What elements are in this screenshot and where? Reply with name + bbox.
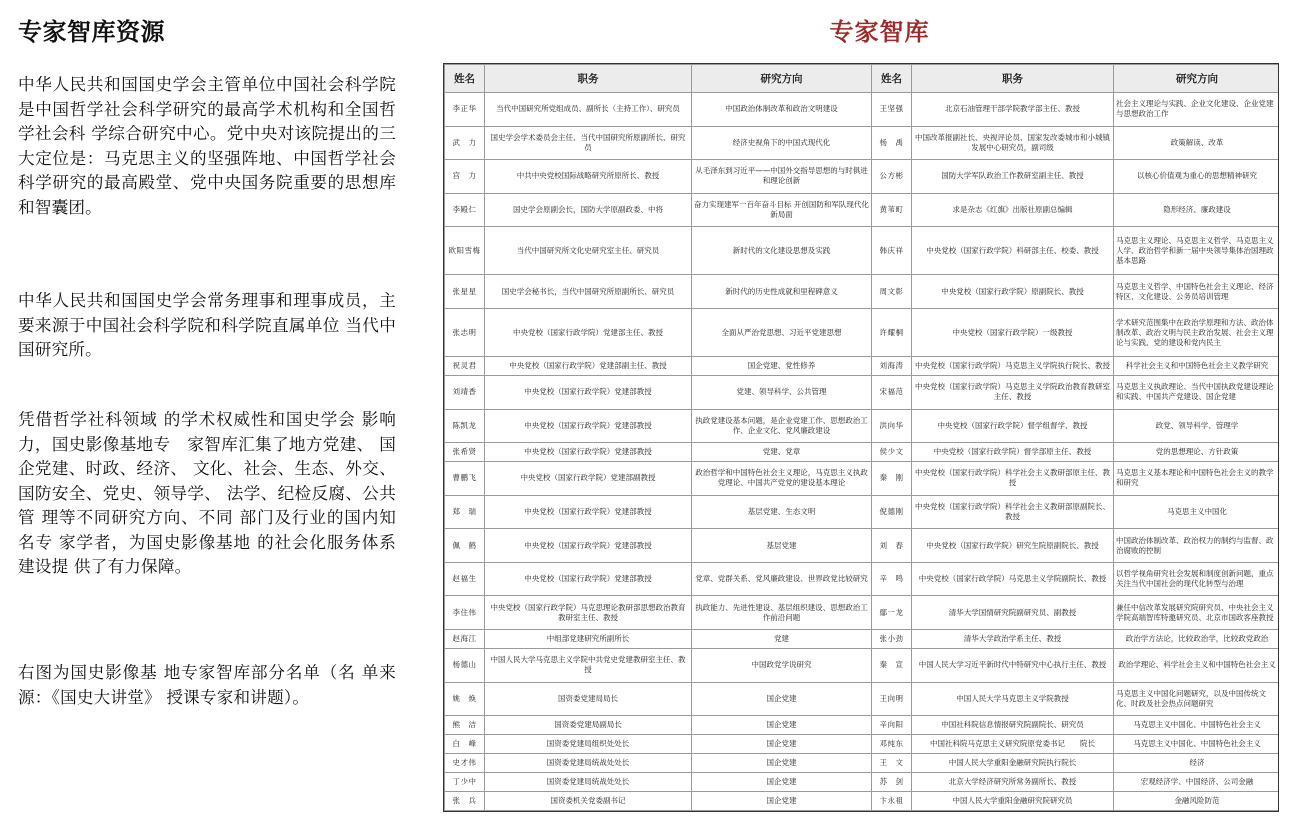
expert-position-right: 中央党校（国家行政学院）科学社会主义教研部原主任、教授	[912, 462, 1114, 496]
expert-position-right: 中央党校（国家行政学院）督学部原主任、教授	[912, 443, 1114, 462]
expert-research-right: 金融风险防范	[1114, 791, 1280, 810]
expert-position-right: 求是杂志《红旗》出版社原副总编辑	[912, 193, 1114, 227]
expert-name-left: 张志明	[445, 308, 485, 356]
expert-research-left: 国企党建	[692, 791, 872, 810]
expert-research-left: 党章、党群关系、党风廉政建设、世界政党比较研究	[692, 562, 872, 596]
expert-position-right: 中央党校（国家行政学院）科研部主任、校委、教授	[912, 227, 1114, 275]
expert-research-left: 国企党建、党性修养	[692, 357, 872, 376]
expert-research-right: 政治学理论、科学社会主义和中国特色社会主义	[1114, 648, 1280, 682]
expert-name-right: 辛向阳	[872, 716, 912, 735]
expert-research-right: 政策解读、改革	[1114, 126, 1280, 160]
expert-position-left: 中央党校（国家行政学院）党建部副教授	[485, 462, 692, 496]
expert-position-left: 国资委党建局局长	[485, 682, 692, 716]
expert-position-right: 中央党校（国家行政学院）马克思主义学院副院长、教授	[912, 562, 1114, 596]
expert-name-left: 张希贤	[445, 443, 485, 462]
expert-table	[444, 64, 1279, 811]
expert-position-left: 国史学会秘书长，当代中国研究所原副所长、研究员	[485, 275, 692, 309]
table-row	[445, 791, 1280, 810]
expert-position-right: 中国人民大学重阳金融研究院研究员	[912, 791, 1114, 810]
expert-name-right: 倪德刚	[872, 495, 912, 529]
expert-research-left: 奋力实现建军一百年奋斗目标 开创国防和军队现代化新局面	[692, 193, 872, 227]
expert-research-right: 经济	[1114, 754, 1280, 773]
expert-research-left: 国企党建	[692, 754, 872, 773]
expert-research-left: 全面从严治党思想、习近平党建思想	[692, 308, 872, 356]
expert-position-right: 清华大学国情研究院副研究员、副教授	[912, 596, 1114, 630]
expert-position-right: 中央党校（国家行政学院）马克思主义学院政治教育教研室主任、教授	[912, 376, 1114, 410]
expert-position-left: 当代中国研究所党组成员、副所长（主持工作）、研究员	[485, 93, 692, 127]
expert-position-left: 中央党校（国家行政学院）党建部教授	[485, 495, 692, 529]
header-position-left: 职务	[485, 65, 692, 93]
expert-name-left: 姚 焕	[445, 682, 485, 716]
table-row	[445, 357, 1280, 376]
expert-position-right: 中央党校（国家行政学院）督学组督学、教授	[912, 409, 1114, 443]
expert-name-right: 黄苇町	[872, 193, 912, 227]
expert-research-right: 宏观经济学、中国经济、公司金融	[1114, 773, 1280, 792]
expert-position-right: 中国社科院马克思主义研究院原党委书记 院长	[912, 735, 1114, 754]
table-row	[445, 648, 1280, 682]
expert-name-right: 宋福范	[872, 376, 912, 410]
expert-name-right: 许耀桐	[872, 308, 912, 356]
expert-position-left: 国史学会学术委员会主任、当代中国研究所原副所长、研究员	[485, 126, 692, 160]
expert-position-right: 中央党校（国家行政学院）马克思主义学院执行院长、教授	[912, 357, 1114, 376]
table-row	[445, 495, 1280, 529]
expert-research-right: 马克思主义中国化	[1114, 495, 1280, 529]
table-title: 专家智库	[829, 18, 930, 46]
table-row	[445, 735, 1280, 754]
expert-position-left: 中央党校（国家行政学院）马克思理论教研部思想政治教育教研室主任、教授	[485, 596, 692, 630]
expert-research-left: 经济史视角下的中国式现代化	[692, 126, 872, 160]
expert-name-left: 李殿仁	[445, 193, 485, 227]
expert-research-right: 兼任中信改革发展研究院研究员、中央社会主义学院高端智库特邀研究员、北京市国政客座教授	[1114, 596, 1280, 630]
expert-position-left: 中央党校（国家行政学院）党建部教授	[485, 409, 692, 443]
intro-paragraph-institute: 中华人民共和国国史学会主管单位中国社会科学院是中国哲学社会科学研究的最高学术机构和全国哲学社会科 学综合研究中心。党中央对该院提出的三大定位是：马克思主义的坚强阵地、中国哲学社会科学研究的最高殿堂、党中央国务院重要的思想库和智囊团。	[18, 75, 396, 217]
expert-table-body	[445, 93, 1280, 811]
expert-position-right: 中国改革报副社长、央视评论员、国家发改委城市和小城镇发展中心研究员，副司级	[912, 126, 1114, 160]
expert-research-right: 政党、领导科学、管理学	[1114, 409, 1280, 443]
expert-position-right: 中国社科院信息情报研究院副院长、研究员	[912, 716, 1114, 735]
expert-research-right: 马克思主义基本理论和中国特色社会主义的教学和研究	[1114, 462, 1280, 496]
expert-research-left: 国企党建	[692, 682, 872, 716]
table-header-row	[445, 65, 1280, 93]
expert-name-left: 武 力	[445, 126, 485, 160]
expert-name-left: 杨德山	[445, 648, 485, 682]
expert-name-left: 郑 瑞	[445, 495, 485, 529]
expert-research-right: 马克思主义中国化、中国特色社会主义	[1114, 716, 1280, 735]
expert-name-left: 张 兵	[445, 791, 485, 810]
expert-research-left: 中国政党学说研究	[692, 648, 872, 682]
expert-position-left: 中国人民大学马克思主义学院中共党史党建教研室主任、教授	[485, 648, 692, 682]
expert-name-left: 欧阳雪梅	[445, 227, 485, 275]
expert-name-left: 熊 洁	[445, 716, 485, 735]
expert-position-right: 北京石油管理干部学院教学部主任、教授	[912, 93, 1114, 127]
expert-research-left: 基层党建	[692, 529, 872, 563]
table-row	[445, 308, 1280, 356]
table-row	[445, 682, 1280, 716]
expert-name-left: 刘靖香	[445, 376, 485, 410]
table-row	[445, 93, 1280, 127]
expert-name-right: 卞永祖	[872, 791, 912, 810]
expert-name-right: 侯少文	[872, 443, 912, 462]
expert-position-left: 国资委党建局统战处处长	[485, 773, 692, 792]
table-row	[445, 160, 1280, 194]
header-position-right: 职务	[912, 65, 1114, 93]
table-row	[445, 529, 1280, 563]
expert-research-right: 学术研究范围集中在政治学原理和方法、政治体制改革、政治文明与民主政治发展、社会主义理论与实践、党的建设和党内民主	[1114, 308, 1280, 356]
expert-name-left: 陈凯龙	[445, 409, 485, 443]
table-row	[445, 754, 1280, 773]
expert-research-right: 中国政治体制改革、政治权力的制约与监督、政治腐败的控制	[1114, 529, 1280, 563]
expert-name-left: 白 峰	[445, 735, 485, 754]
expert-position-left: 中央党校（国家行政学院）党建部教授	[485, 562, 692, 596]
expert-name-left: 张星星	[445, 275, 485, 309]
expert-name-left: 李住伟	[445, 596, 485, 630]
expert-name-left: 赵福生	[445, 562, 485, 596]
expert-position-left: 中央党校（国家行政学院）党建部教授	[485, 529, 692, 563]
intro-paragraph-members: 中华人民共和国国史学会常务理事和理事成员，主要来源于中国社会科学院和科学院直属单位 当代中国研究所。	[18, 291, 396, 359]
table-row	[445, 227, 1280, 275]
expert-research-right: 马克思主义执政理论、当代中国执政党建设理论和实践、中国共产党建设、国企党建	[1114, 376, 1280, 410]
expert-research-left: 执政党建设基本问题，是企业党建工作、思想政治工作、企业文化、党风廉政建设	[692, 409, 872, 443]
expert-name-left: 祝灵君	[445, 357, 485, 376]
expert-research-right: 马克思主义中国化、中国特色社会主义	[1114, 735, 1280, 754]
expert-position-right: 北京大学经济研究所常务副所长、教授	[912, 773, 1114, 792]
expert-position-left: 中组部党建研究所副所长	[485, 630, 692, 649]
expert-position-left: 国资委党建局副局长	[485, 716, 692, 735]
expert-name-right: 鄢一龙	[872, 596, 912, 630]
intro-paragraph-source: 右图为国史影像基 地专家智库部分名单（名 单来源：《国史大讲堂》 授课专家和讲题）。	[18, 663, 396, 707]
expert-position-left: 中央党校（国家行政学院）党建部教授	[485, 376, 692, 410]
table-row	[445, 562, 1280, 596]
expert-research-right: 科学社会主义和中国特色社会主义教学研究	[1114, 357, 1280, 376]
expert-name-right: 韩庆祥	[872, 227, 912, 275]
expert-position-left: 国资委党建局统战处处长	[485, 754, 692, 773]
expert-name-right: 公方彬	[872, 160, 912, 194]
expert-position-left: 当代中国研究所文化史研究室主任、研究员	[485, 227, 692, 275]
expert-position-right: 中国人民大学马克思主义学院教授	[912, 682, 1114, 716]
expert-research-right: 马克思主义哲学、中国特色社会主义理论、经济特区、文化建设、公务员培训管理	[1114, 275, 1280, 309]
expert-position-right: 中央党校（国家行政学院）科学社会主义教研部原副院长、教授	[912, 495, 1114, 529]
expert-research-right: 党的思想理论、方针政策	[1114, 443, 1280, 462]
expert-research-left: 国企党建	[692, 735, 872, 754]
expert-position-right: 中国人民大学习近平新时代中特研究中心执行主任、教授	[912, 648, 1114, 682]
table-row	[445, 376, 1280, 410]
expert-research-left: 新时代的历史性成就和里程碑意义	[692, 275, 872, 309]
expert-name-right: 苏 剑	[872, 773, 912, 792]
expert-name-right: 秦 宣	[872, 648, 912, 682]
expert-name-right: 杨 禹	[872, 126, 912, 160]
expert-research-left: 新时代的文化建设思想及实践	[692, 227, 872, 275]
header-research-right: 研究方向	[1114, 65, 1280, 93]
table-row	[445, 462, 1280, 496]
expert-research-right: 马克思主义中国化问题研究，以及中国传统文化、时政及社会热点问题研究	[1114, 682, 1280, 716]
intro-paragraph-expertise: 凭借哲学社科领域 的学术权威性和国史学会 影响力，国史影像基地专 家智库汇集了地方党建、 国企党建、时政、经济、 文化、社会、生态、外交、 国防安全、党史、领导学、 法学、纪检反腐、公共管 理等不同研究方向、不同 部门及行业的国内知名专 家学者，为国史影像基地 的社会化服务体系建设提 供了有力保障。	[18, 410, 396, 576]
expert-research-left: 国企党建	[692, 773, 872, 792]
expert-research-left: 基层党建、生态文明	[692, 495, 872, 529]
header-research-left: 研究方向	[692, 65, 872, 93]
expert-position-right: 中央党校（国家行政学院）一级教授	[912, 308, 1114, 356]
table-row	[445, 716, 1280, 735]
expert-position-right: 中国人民大学重阳金融研究院执行院长	[912, 754, 1114, 773]
expert-position-right: 清华大学政治学系主任、教授	[912, 630, 1114, 649]
section-title: 专家智库资源	[18, 18, 165, 46]
expert-name-right: 秦 刚	[872, 462, 912, 496]
expert-research-right: 隐形经济、廉政建设	[1114, 193, 1280, 227]
table-row	[445, 596, 1280, 630]
expert-name-left: 佩 鹤	[445, 529, 485, 563]
expert-research-left: 政治哲学和中国特色社会主义理论，马克思主义执政党理论、中国共产党党的建设基本理论	[692, 462, 872, 496]
expert-position-right: 国防大学军队政治工作教研室副主任、教授	[912, 160, 1114, 194]
expert-name-left: 赵海江	[445, 630, 485, 649]
table-row	[445, 409, 1280, 443]
expert-research-right: 以哲学视角研究社会发展和制度创新问题，重点关注当代中国社会的现代化转型与治理	[1114, 562, 1280, 596]
expert-research-right: 政治学方法论，比较政治学，比较政党政治	[1114, 630, 1280, 649]
expert-name-left: 宫 力	[445, 160, 485, 194]
expert-name-right: 王 文	[872, 754, 912, 773]
expert-name-right: 刘 春	[872, 529, 912, 563]
expert-research-right: 马克思主义理论、马克思主义哲学、马克思主义人学、政治哲学和新一届中央领导集体治国理政基本思路	[1114, 227, 1280, 275]
table-row	[445, 630, 1280, 649]
expert-research-left: 党建、领导科学、公共管理	[692, 376, 872, 410]
expert-table-frame	[443, 63, 1279, 812]
table-row	[445, 126, 1280, 160]
expert-name-right: 张小劲	[872, 630, 912, 649]
expert-position-left: 国资委党建局组织处处长	[485, 735, 692, 754]
expert-name-left: 曹鹏飞	[445, 462, 485, 496]
expert-position-left: 中央党校（国家行政学院）党建部教授	[485, 443, 692, 462]
expert-position-left: 中央党校（国家行政学院）党建部副主任、教授	[485, 357, 692, 376]
intro-panel	[18, 0, 398, 825]
expert-name-right: 邓纯东	[872, 735, 912, 754]
expert-research-right: 社会主义理论与实践、企业文化建设、企业党建与思想政治工作	[1114, 93, 1280, 127]
table-row	[445, 275, 1280, 309]
expert-name-left: 丁少中	[445, 773, 485, 792]
expert-research-left: 国企党建	[692, 716, 872, 735]
expert-name-left: 李正华	[445, 93, 485, 127]
expert-position-left: 中央党校（国家行政学院）党建部主任、教授	[485, 308, 692, 356]
expert-position-right: 中央党校（国家行政学院）研究生院原副院长、教授	[912, 529, 1114, 563]
expert-research-left: 从毛泽东到习近平——中国外交指导思想的与时俱进和理论创新	[692, 160, 872, 194]
expert-name-right: 王向明	[872, 682, 912, 716]
expert-position-right: 中央党校（国家行政学院）原副院长、教授	[912, 275, 1114, 309]
expert-name-right: 辛 鸣	[872, 562, 912, 596]
expert-name-right: 周文彰	[872, 275, 912, 309]
expert-research-left: 党建、党章	[692, 443, 872, 462]
header-name-right: 姓名	[872, 65, 912, 93]
expert-name-right: 刘海涛	[872, 357, 912, 376]
expert-name-left: 史才伟	[445, 754, 485, 773]
expert-name-right: 洪向华	[872, 409, 912, 443]
expert-name-right: 王坚强	[872, 93, 912, 127]
table-row	[445, 443, 1280, 462]
table-row	[445, 773, 1280, 792]
header-name-left: 姓名	[445, 65, 485, 93]
expert-position-left: 中共中央党校国际战略研究所原所长、教授	[485, 160, 692, 194]
table-row	[445, 193, 1280, 227]
expert-research-left: 党建	[692, 630, 872, 649]
expert-research-left: 中国政治体制改革和政治文明建设	[692, 93, 872, 127]
expert-research-right: 以核心价值观为重心的思想精神研究	[1114, 160, 1280, 194]
expert-position-left: 国史学会原副会长，国防大学原副政委、中将	[485, 193, 692, 227]
expert-position-left: 国资委机关党委副书记	[485, 791, 692, 810]
expert-research-left: 执政能力、先进性建设、基层组织建设、思想政治工作前沿问题	[692, 596, 872, 630]
